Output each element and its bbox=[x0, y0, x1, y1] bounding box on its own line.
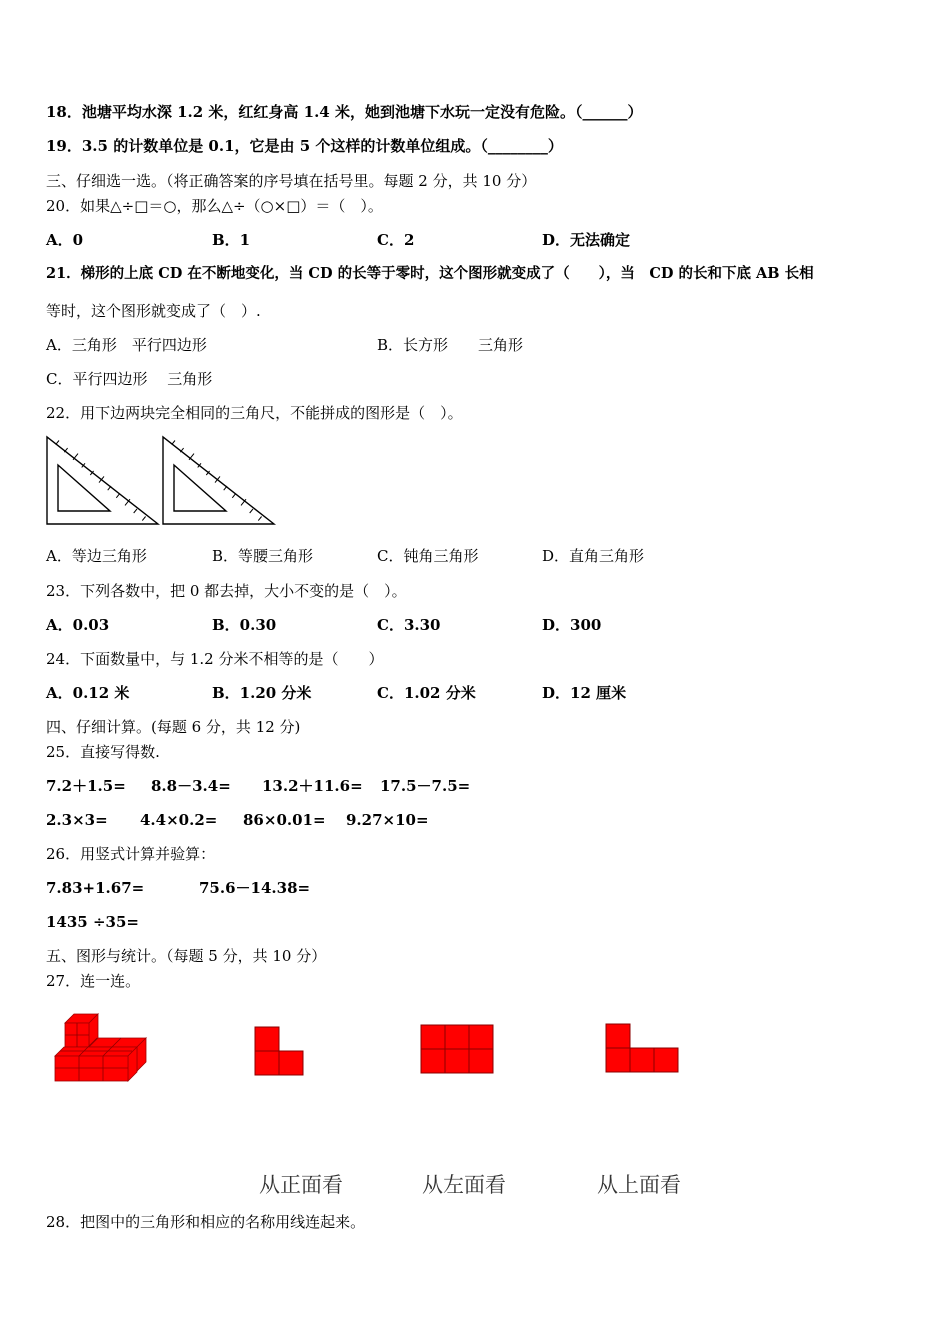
q25-item: 13.2＋11.6= bbox=[262, 777, 363, 795]
section-3-heading: 三、仔细选一选。（将正确答案的序号填在括号里。每题 2 分，共 10 分） bbox=[46, 172, 537, 190]
view-shape-long-l bbox=[605, 1023, 681, 1075]
q23-option-d: D．300 bbox=[542, 616, 602, 634]
q24-option-a: A．0.12 米 bbox=[46, 684, 130, 702]
q20-option-c: C．2 bbox=[377, 231, 415, 249]
q24-option-b: B．1.20 分米 bbox=[212, 684, 312, 702]
q22-option-b: B．等腰三角形 bbox=[212, 547, 314, 565]
view-shape-l bbox=[254, 1026, 306, 1078]
question-22: 22．用下边两块完全相同的三角尺，不能拼成的图形是（ ）。 bbox=[46, 404, 463, 422]
question-24: 24．下面数量中，与 1.2 分米不相等的是（ ） bbox=[46, 650, 384, 668]
cube-stack-3d bbox=[52, 1012, 152, 1084]
q25-item: 86×0.01= bbox=[243, 811, 326, 829]
q21-option-c: C．平行四边形 三角形 bbox=[46, 370, 213, 388]
section-5-heading: 五、图形与统计。（每题 5 分，共 10 分） bbox=[46, 947, 327, 965]
q26-item: 7.83+1.67= bbox=[46, 879, 145, 897]
q22-option-c: C．钝角三角形 bbox=[377, 547, 479, 565]
q23-option-c: C．3.30 bbox=[377, 616, 441, 634]
caption-top-view: 从上面看 bbox=[597, 1173, 681, 1197]
q26-item: 75.6－14.38= bbox=[199, 879, 311, 897]
q23-option-a: A．0.03 bbox=[46, 616, 110, 634]
q23-option-b: B．0.30 bbox=[212, 616, 277, 634]
q25-item: 8.8－3.4= bbox=[151, 777, 231, 795]
q26-item: 1435 ÷35= bbox=[46, 913, 139, 931]
question-28: 28．把图中的三角形和相应的名称用线连起来。 bbox=[46, 1213, 366, 1231]
question-18: 18．池塘平均水深 1.2 米，红红身高 1.4 米，她到池塘下水玩一定没有危险。（______） bbox=[46, 103, 643, 121]
q20-option-a: A．0 bbox=[46, 231, 84, 249]
q21-option-b: B．长方形 三角形 bbox=[377, 336, 524, 354]
caption-left-view: 从左面看 bbox=[422, 1173, 506, 1197]
q25-item: 9.27×10= bbox=[346, 811, 429, 829]
q20-option-d: D．无法确定 bbox=[542, 231, 631, 249]
question-21-line1: 21．梯形的上底 CD 在不断地变化，当 CD 的长等于零时，这个图形就变成了（ ），当 CD 的长和下底 AB 长相 bbox=[46, 265, 814, 282]
set-square-1 bbox=[47, 437, 158, 524]
set-square-2 bbox=[163, 437, 274, 524]
caption-front-view: 从正面看 bbox=[259, 1173, 343, 1197]
question-25: 25．直接写得数. bbox=[46, 743, 160, 761]
q24-option-d: D．12 厘米 bbox=[542, 684, 627, 702]
view-shape-grid bbox=[420, 1024, 494, 1076]
q22-option-d: D．直角三角形 bbox=[542, 547, 645, 565]
question-27: 27．连一连。 bbox=[46, 972, 141, 990]
section-4-heading: 四、仔细计算。(每题 6 分，共 12 分) bbox=[46, 718, 301, 736]
question-23: 23．下列各数中，把 0 都去掉，大小不变的是（ ）。 bbox=[46, 582, 407, 600]
q25-item: 17.5－7.5= bbox=[380, 777, 471, 795]
q20-option-b: B．1 bbox=[212, 231, 251, 249]
question-20: 20．如果△÷□＝○，那么△÷（○×□）＝（ ）。 bbox=[46, 197, 383, 215]
q25-item: 4.4×0.2= bbox=[140, 811, 218, 829]
q25-item: 7.2＋1.5= bbox=[46, 777, 126, 795]
question-19: 19．3.5 的计数单位是 0.1，它是由 5 个这样的计数单位组成。（________） bbox=[46, 137, 563, 155]
question-21-line2: 等时，这个图形就变成了（ ）. bbox=[46, 302, 261, 320]
question-26: 26．用竖式计算并验算： bbox=[46, 845, 216, 863]
q24-option-c: C．1.02 分米 bbox=[377, 684, 476, 702]
q21-option-a: A．三角形 平行四边形 bbox=[46, 336, 207, 354]
q25-item: 2.3×3= bbox=[46, 811, 108, 829]
set-squares-figure bbox=[44, 434, 284, 528]
q22-option-a: A．等边三角形 bbox=[46, 547, 147, 565]
